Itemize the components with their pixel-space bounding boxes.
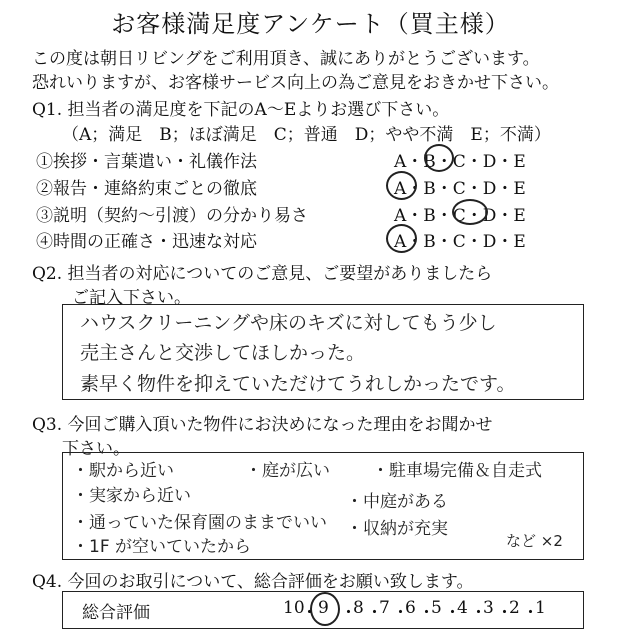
intro-line-2: 恐れいりますが、お客様サービス向上の為ご意見をおきかせ下さい。 [32,73,559,93]
rating-1[interactable]: 1 [535,598,546,618]
q2-answer-line-3: 素早く物件を抑えていただけてうれしかったです。 [80,373,516,395]
page-title: お客様満足度アンケート（買主様） [111,10,510,38]
intro-line-1: この度は朝日リビングをご利用頂き、誠にありがとうございます。 [32,49,540,69]
q1-legend: （A；満足 B；ほぼ満足 C；普通 D；やや不満 E；不満） [62,125,551,145]
q1-question: Q1. 担当者の満足度を下記のA～Eよりお選び下さい。 [32,100,450,120]
rating-sep: ・ [470,603,487,623]
rating-7[interactable]: 7 [379,598,390,618]
rating-10[interactable]: 10 [283,598,305,618]
rating-sep: ・ [418,603,435,623]
selection-circle [386,171,417,200]
q3-answer-4: ・実家から近い [72,486,191,506]
q3-answer-8: ・1F が空いていたから [72,537,251,557]
q1-item-4-scale[interactable]: A・B・C・D・E [394,232,526,252]
q3-answer-5: ・中庭がある [346,492,448,512]
q4-question: Q4. 今回のお取引について、総合評価をお願い致します。 [32,572,474,592]
q3-answer-etc: など ×2 [506,532,563,550]
q1-item-2-scale[interactable]: A・B・C・D・E [394,179,526,199]
q3-answer-6: ・通っていた保育園のままでいい [72,513,327,533]
rating-8[interactable]: 8 [353,598,364,618]
rating-sep: ・ [340,603,357,623]
rating-9[interactable]: 9 [318,598,329,618]
q3-question-2: 下さい。 [62,439,130,459]
rating-3[interactable]: 3 [483,598,494,618]
rating-sep: ・ [392,603,409,623]
q1-item-4-label: ④時間の正確さ・迅速な対応 [36,232,257,252]
selection-circle [386,224,417,253]
q1-item-3-scale[interactable]: A・B・C・D・E [394,206,526,226]
q1-item-2-label: ②報告・連絡約束ごとの徹底 [36,179,257,199]
rating-5[interactable]: 5 [431,598,442,618]
rating-sep: ・ [496,603,513,623]
q1-item-3-label: ③説明（契約～引渡）の分かり易さ [36,206,308,226]
q3-answer-2: ・庭が広い [245,461,330,481]
rating-sep: ・ [366,603,383,623]
q1-item-1-scale[interactable]: A・B・C・D・E [394,152,526,172]
q3-answer-7: ・収納が充実 [346,519,448,539]
q3-answer-1: ・駅から近い [72,461,174,481]
q2-answer-line-1: ハウスクリーニングや床のキズに対してもう少し [80,312,497,334]
q3-answer-3: ・駐車場完備＆自走式 [372,461,542,481]
q2-question: Q2. 担当者の対応についてのご意見、ご要望がありましたら [32,264,493,284]
rating-4[interactable]: 4 [457,598,468,618]
rating-sep: ・ [301,603,318,623]
rating-sep: ・ [444,603,461,623]
q2-question-2: ご記入下さい。 [72,288,191,308]
q2-answer-line-2: 売主さんと交渉してほしかった。 [80,342,366,364]
rating-2[interactable]: 2 [509,598,520,618]
selection-circle [452,199,488,225]
q1-item-1-label: ①挨拶・言葉遣い・礼儀作法 [36,152,257,172]
q4-label: 総合評価 [82,603,150,623]
q3-question: Q3. 今回ご購入頂いた物件にお決めになった理由をお聞かせ [32,415,493,435]
selection-circle [424,144,454,172]
rating-sep: ・ [522,603,539,623]
rating-6[interactable]: 6 [405,598,416,618]
